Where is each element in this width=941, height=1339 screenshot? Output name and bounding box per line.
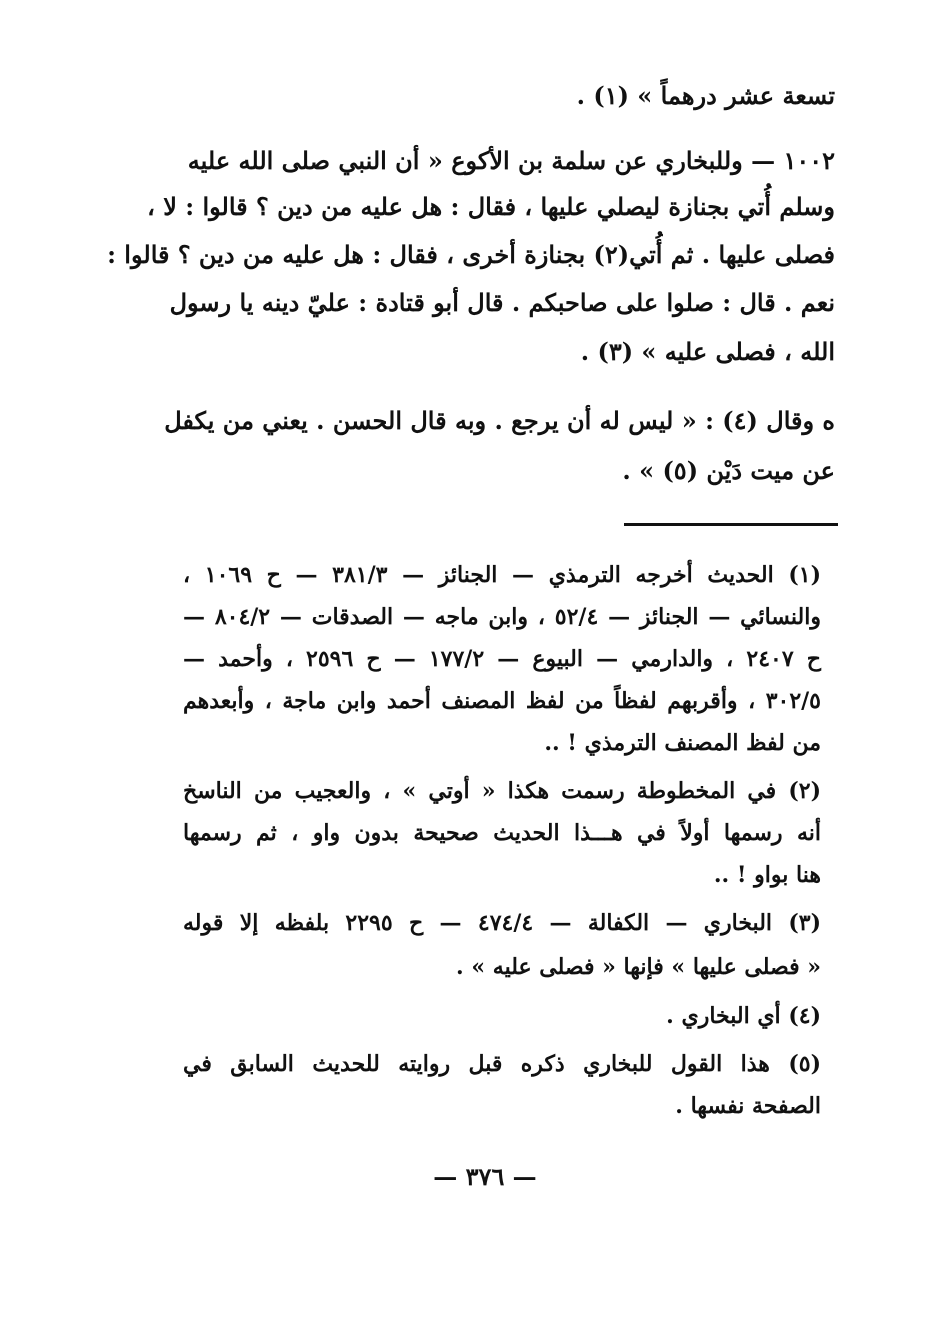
- footnote-1-line: من لفظ المصنف الترمذي ! ..: [544, 730, 821, 756]
- hadith-text-line: نعم . قال : صلوا على صاحبكم . قال أبو قتادة : عليّ دينه يا رسول: [169, 288, 835, 317]
- footnote-1-line: ٣٠٢/٥ ، وأقربهم لفظاً من لفظ المصنف أحمد وابن ماجة ، وأبعدهم: [183, 688, 821, 714]
- footnote-separator: [624, 523, 838, 526]
- qaal-text-line: عن ميت دَيْن (٥) » .: [622, 456, 835, 485]
- footnote-2-line: أنه رسمها أولاً في هـــذا الحديث صحيحة بدون واو ، ثم رسمها: [183, 820, 821, 846]
- footnote-5-line: (٥) هذا القول للبخاري ذكره قبل روايته للحديث السابق في: [183, 1051, 821, 1077]
- footnote-3-line: « فصلى عليها » فإنها « فصلى عليه » .: [456, 954, 821, 980]
- hadith-text-line: ١٠٠٢ — وللبخاري عن سلمة بن الأكوع « أن النبي صلى الله عليه: [187, 146, 835, 175]
- footnote-5-line: الصفحة نفسها .: [675, 1093, 821, 1119]
- page-number: — ٣٧٦ —: [433, 1162, 537, 1191]
- footnote-2-line: هنا بواو ! ..: [713, 862, 821, 888]
- main-text-line: تسعة عشر درهماً » (١) .: [576, 81, 835, 110]
- footnote-1-line: ح ٢٤٠٧ ، والدارمي — البيوع — ١٧٧/٢ — ح ٢٥٩٦ ، وأحمد —: [183, 646, 821, 672]
- footnote-2-line: (٢) في المخطوطة رسمت هكذا « أوتي » ، والعجيب من الناسخ: [183, 778, 821, 804]
- footnote-3-line: (٣) البخاري — الكفالة — ٤٧٤/٤ — ح ٢٢٩٥ بلفظه إلا قوله: [183, 910, 821, 936]
- footnote-1-line: والنسائي — الجنائز — ٥٢/٤ ، وابن ماجه — الصدقات — ٨٠٤/٢ —: [183, 604, 821, 630]
- qaal-text-line: ه وقال (٤) : « ليس له أن يرجع . وبه قال الحسن . يعني من يكفل: [164, 406, 835, 435]
- hadith-text-line: وسلم أُتي بجنازة ليصلي عليها ، فقال : هل عليه من دين ؟ قالوا : لا ،: [147, 192, 835, 221]
- hadith-text-line: فصلى عليها . ثم أُتي(٢) بجنازة أخرى ، فقال : هل عليه من دين ؟ قالوا :: [107, 240, 835, 269]
- footnote-4-line: (٤) أي البخاري .: [666, 1003, 821, 1029]
- footnote-1-line: (١) الحديث أخرجه الترمذي — الجنائز — ٣٨١/٣ — ح ١٠٦٩ ،: [183, 562, 821, 588]
- hadith-text-line: الله ، فصلى عليه » (٣) .: [580, 337, 835, 366]
